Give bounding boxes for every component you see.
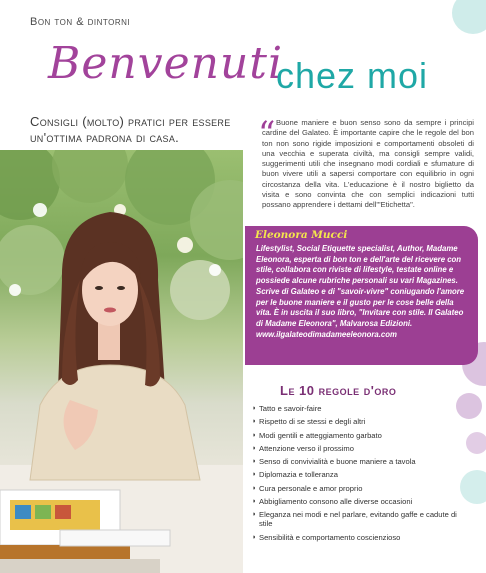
bullet-icon: ◗ <box>252 405 257 412</box>
decorative-circle-lavender <box>456 393 482 419</box>
bullet-icon: ◗ <box>252 431 257 439</box>
list-item: ◗ Sensibilità e comportamento coscienzioso <box>252 532 401 542</box>
list-item: ◗ Diplomazia e tolleranza <box>252 470 338 480</box>
bullet-icon: ◗ <box>252 498 257 506</box>
bullet-icon: ◗ <box>252 533 257 541</box>
bio-name: Eleonora Mucci <box>255 229 348 241</box>
bio-text: Lifestylist, Social Etiquette specialist, Author, Madame Eleonora, esperta di bon ton e dell'arte del ricevere con stile, collabora con riviste di lifestyle, testate online e possiede alcune rubriche personali su vari Magazines. Scrive di Galateo e di "savoir-vivre" coniugando l'amore per le buone maniere e il gusto per le cose belle della vita. È in uscita il suo libro, "Invitare con stile. Il Galateo di Madame Eleonora", Malvarosa Edizioni. www.ilgalateodimadameeleonora.com <box>256 244 465 339</box>
bullet-icon: ◗ <box>252 471 257 479</box>
list-item: ◗ Eleganza nei modi e nel parlare, evitando gaffe e cadute di stile <box>252 510 457 529</box>
list-item: ◗ Cura personale e amor proprio <box>252 483 363 493</box>
section-tag: Bon ton & dintorni <box>30 16 131 28</box>
list-item: ◗ Tatto e savoir-faire <box>252 404 322 413</box>
portrait-illustration <box>0 150 243 573</box>
list-item: ◗ Abbigliamento consono alle diverse occasioni <box>252 497 413 507</box>
page-title-plain: chez moi <box>276 55 429 96</box>
quote-mark: “ <box>258 114 276 154</box>
bullet-icon: ◗ <box>252 458 257 466</box>
page-title-script: Benvenuti <box>48 38 284 89</box>
intro-paragraph <box>262 118 474 211</box>
decorative-circle-teal <box>452 0 486 34</box>
list-item: ◗ Senso di convivialità e buone maniere a tavola <box>252 457 416 467</box>
page-subtitle: Consigli (molto) pratici per essere un'ottima padrona di casa. <box>30 114 231 145</box>
list-item: ◗ Modi gentili e atteggiamento garbato <box>252 430 382 440</box>
list-item: ◗ Rispetto di se stessi e degli altri <box>252 417 366 427</box>
portrait-photo <box>0 150 243 573</box>
decorative-circle-teal-bottom <box>460 470 486 504</box>
bullet-icon: ◗ <box>252 511 257 519</box>
rules-title: Le 10 regole d'oro <box>280 383 397 398</box>
intro-text: Buone maniere e buon senso sono da sempre i principi cardine del Galateo. È importante capire che le regole del bon ton non sono rigide imposizioni e comportamenti obsoleti di una vecchia e superata civiltà, ma consigli sempre validi, suggerimenti utili che insegnano modi cordiali e sfumature di buon vivere utili a sapersi comportare con equilibrio in ogni circostanza della vita. L'educazione è il nostro biglietto da visita e sono convinta che con semplici indicazioni tutti possano apprendere i dettami dell'"Etichetta". <box>262 118 474 210</box>
bullet-icon: ◗ <box>252 444 257 452</box>
bullet-icon: ◗ <box>252 418 257 426</box>
decorative-circle-lavender-small <box>466 432 486 454</box>
bullet-icon: ◗ <box>252 484 257 492</box>
list-item: ◗ Attenzione verso il prossimo <box>252 443 354 453</box>
rules-list <box>252 404 458 546</box>
